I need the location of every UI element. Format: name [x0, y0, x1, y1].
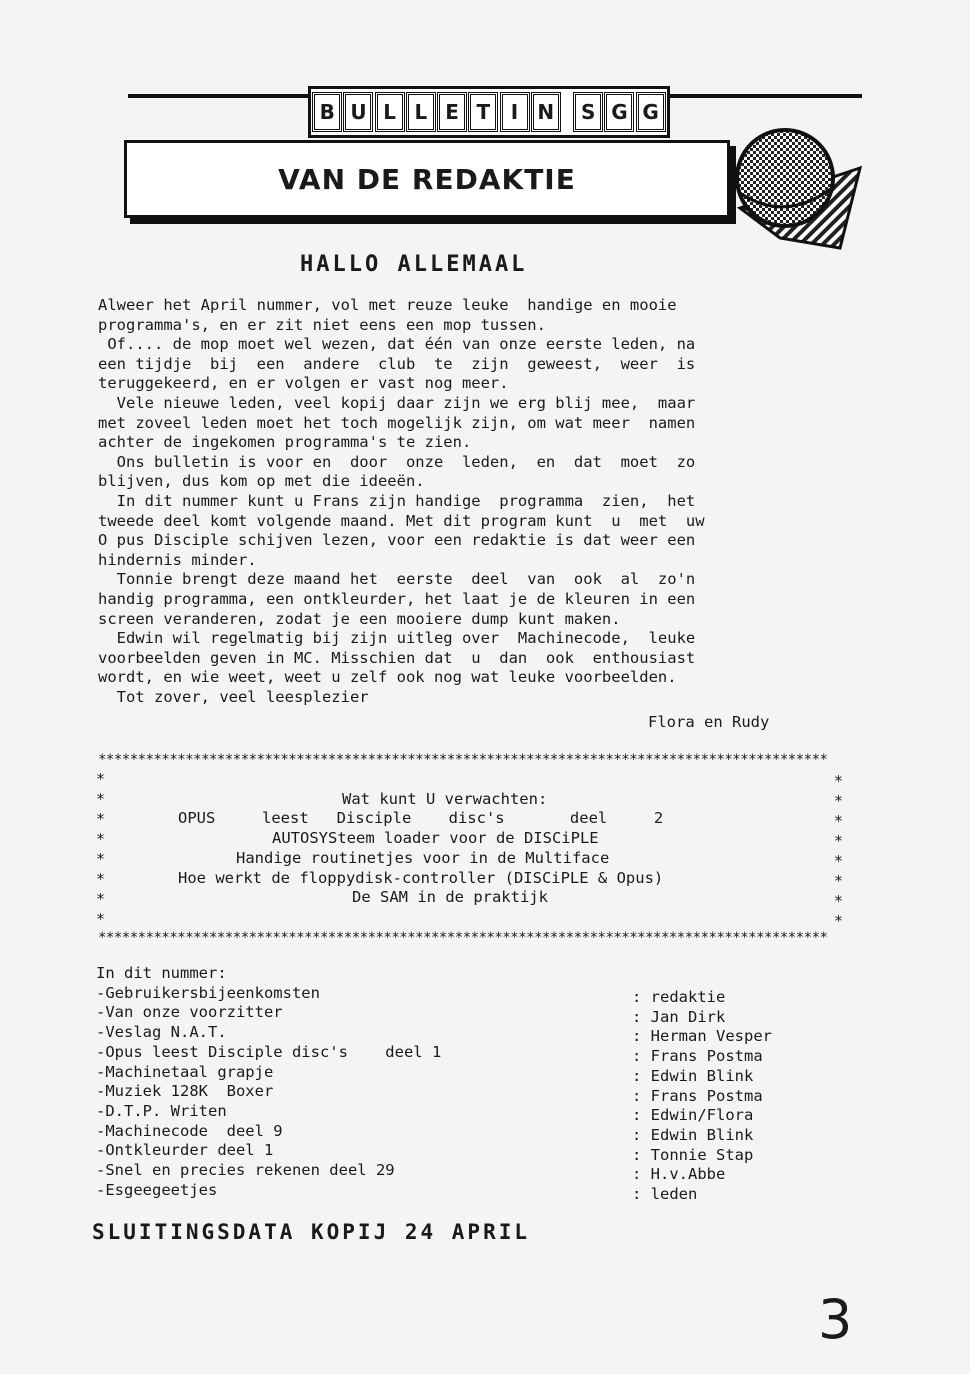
- list-item-author: : redaktie: [632, 988, 726, 1006]
- list-item: -Veslag N.A.T.: [96, 1023, 227, 1042]
- star-side: *: [834, 872, 844, 890]
- star-side: *: [834, 812, 844, 830]
- text-line: teruggekeerd, en er volgen er vast nog meer.: [98, 374, 509, 393]
- text-line: handig programma, een ontkleurder, het laat je de kleuren in een: [98, 589, 696, 608]
- list-item-author: : Edwin Blink: [632, 1066, 754, 1085]
- masthead-letter: E: [437, 92, 467, 132]
- masthead-letter: L: [375, 92, 405, 132]
- text-line: Ons bulletin is voor en door onze leden, en dat moet zo: [98, 452, 696, 471]
- editorial-text: [98, 296, 858, 707]
- star-border-top: ********************************************************************************************: [98, 752, 828, 768]
- section-title-box: [124, 140, 730, 218]
- bulletin-masthead: [308, 86, 670, 138]
- preview-item: De SAM in de praktijk: [352, 888, 548, 906]
- masthead-letter: I: [500, 92, 530, 132]
- list-item: -Esgeegeetjes: [96, 1180, 218, 1199]
- contents-list: [96, 964, 441, 1200]
- text-line: blijven, dus kom op met die ideeën.: [98, 472, 425, 491]
- list-item: -Machinetaal grapje: [96, 1062, 274, 1081]
- text-line: voorbeelden geven in MC. Misschien dat u dan ook enthousiast: [98, 648, 696, 667]
- masthead-letter: S: [573, 92, 603, 132]
- list-item: -Van onze voorzitter: [96, 1003, 283, 1022]
- star-side: *: [96, 890, 106, 908]
- star-side: *: [96, 770, 106, 788]
- star-border-bottom: ********************************************************************************************: [98, 930, 828, 946]
- text-line: Vele nieuwe leden, veel kopij daar zijn we erg blij mee, maar: [98, 393, 696, 412]
- list-item-author: : leden: [632, 1185, 698, 1204]
- list-item: -Ontkleurder deel 1: [96, 1141, 274, 1160]
- list-item: -Muziek 128K Boxer: [96, 1082, 274, 1101]
- text-line: Edwin wil regelmatig bij zijn uitleg over Machinecode, leuke: [98, 629, 696, 648]
- text-line: In dit nummer kunt u Frans zijn handige programma zien, het: [98, 491, 696, 510]
- text-line: Of.... de mop moet wel wezen, dat één van onze eerste leden, na: [98, 335, 696, 354]
- text-line: programma's, en er zit niet eens een mop tussen.: [98, 315, 546, 334]
- list-item-author: : Jan Dirk: [632, 1007, 726, 1026]
- star-side: *: [96, 910, 106, 928]
- list-item: -Opus leest Disciple disc's deel 1: [96, 1042, 442, 1061]
- star-side: *: [834, 852, 844, 870]
- masthead-letter: L: [406, 92, 436, 132]
- list-item-author: : Frans Postma: [632, 1047, 763, 1066]
- masthead-letter: G: [636, 92, 666, 132]
- text-line: achter de ingekomen programma's te zien.: [98, 433, 472, 452]
- star-side: *: [834, 892, 844, 910]
- star-side: *: [834, 912, 844, 930]
- list-item-author: : Herman Vesper: [632, 1027, 772, 1046]
- text-line: Tonnie brengt deze maand het eerste deel van ook al zo'n: [98, 570, 696, 589]
- star-side: *: [96, 870, 106, 888]
- list-item-author: : H.v.Abbe: [632, 1165, 726, 1184]
- header-rule-right: [664, 94, 862, 98]
- list-item: -D.T.P. Writen: [96, 1101, 227, 1120]
- preview-item: OPUS leest Disciple disc's deel 2: [178, 809, 664, 827]
- list-item-author: : Edwin Blink: [632, 1125, 754, 1144]
- deadline-notice: SLUITINGSDATA KOPIJ 24 APRIL: [92, 1220, 531, 1244]
- star-side: *: [834, 792, 844, 810]
- section-title: VAN DE REDAKTIE: [278, 162, 576, 196]
- text-line: een tijdje bij een andere club te zijn geweest, weer is: [98, 354, 696, 373]
- text-line: screen veranderen, zodat je een mooiere dump kunt maken.: [98, 609, 621, 628]
- text-line: wordt, en wie weet, weet u zelf ook nog wat leuke voorbeelden.: [98, 668, 677, 687]
- masthead-letter: N: [531, 92, 561, 132]
- star-side: *: [96, 830, 106, 848]
- star-side: *: [96, 850, 106, 868]
- preview-item: Handige routinetjes voor in de Multiface: [236, 849, 610, 867]
- contents-authors: [632, 988, 772, 1205]
- masthead-letter: U: [343, 92, 373, 132]
- greeting-heading: HALLO ALLEMAAL: [300, 252, 528, 277]
- star-side: *: [96, 810, 106, 828]
- list-item: -Machinecode deel 9: [96, 1121, 283, 1140]
- masthead-letter: G: [604, 92, 634, 132]
- list-item: -Snel en precies rekenen deel 29: [96, 1161, 395, 1180]
- list-item-author: : Edwin/Flora: [632, 1106, 754, 1125]
- text-line: O pus Disciple schijven lezen, voor een redaktie is dat weer een: [98, 531, 696, 550]
- preview-item: AUTOSYSteem loader voor de DISCiPLE: [272, 829, 599, 847]
- preview-item: Hoe werkt de floppydisk-controller (DISCiPLE & Opus): [178, 869, 664, 887]
- star-side: *: [834, 772, 844, 790]
- masthead-letter: B: [312, 92, 342, 132]
- signature: Flora en Rudy: [648, 713, 770, 731]
- globe-logo-icon: [720, 118, 870, 258]
- header-rule-left: [128, 94, 308, 98]
- list-item: -Gebruikersbijeenkomsten: [96, 983, 320, 1002]
- text-line: Tot zover, veel leesplezier: [98, 687, 369, 706]
- text-line: hindernis minder.: [98, 550, 257, 569]
- text-line: tweede deel komt volgende maand. Met dit program kunt u met uw: [98, 511, 705, 530]
- text-line: Alweer het April nummer, vol met reuze leuke handige en mooie: [98, 296, 677, 314]
- list-item-author: : Frans Postma: [632, 1086, 763, 1105]
- page-number: 3: [818, 1288, 853, 1351]
- list-item-author: : Tonnie Stap: [632, 1145, 754, 1164]
- text-line: met zoveel leden moet het toch mogelijk zijn, om wat meer namen: [98, 413, 696, 432]
- masthead-letter: T: [468, 92, 498, 132]
- preview-heading: Wat kunt U verwachten:: [342, 790, 548, 808]
- star-side: *: [96, 790, 106, 808]
- contents-heading: In dit nummer:: [96, 964, 227, 982]
- star-side: *: [834, 832, 844, 850]
